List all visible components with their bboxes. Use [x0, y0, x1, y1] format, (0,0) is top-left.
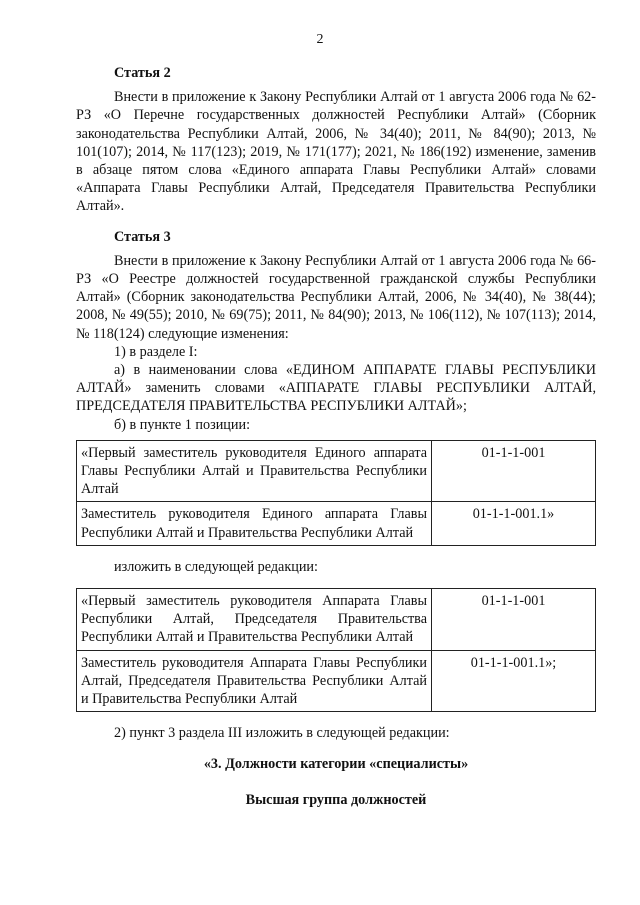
- position-name: Заместитель руководителя Аппарата Главы Республики Алтай, Председателя Правительства Республики Алтай и Правительства Республики Алтай: [77, 650, 432, 712]
- new-positions-table: [76, 588, 596, 712]
- document-body: [76, 64, 596, 809]
- article-3-heading: Статья 3: [114, 228, 171, 245]
- position-name: Заместитель руководителя Единого аппарата Главы Республики Алтай и Правительства Республики Алтай: [77, 502, 432, 545]
- article-3-intro: Внести в приложение к Закону Республики Алтай от 1 августа 2006 года № 66-РЗ «О Реестре должностей государственной гражданской службы Республики Алтай» (Сборник законодательства Республики Алтай, 2006, № 34(40), № 38(44); 2008, № 49(55); 2010, № 69(75); 2011, № 84(90); 2013, № 106(112), № 107(113); 2014, № 118(124) следующие изменения:: [76, 252, 596, 342]
- replace-text: изложить в следующей редакции:: [114, 558, 318, 575]
- table-row: [77, 650, 596, 712]
- page-number: 2: [316, 32, 324, 47]
- position-name: «Первый заместитель руководителя Аппарата Главы Республики Алтай, Председателя Правительства Республики Алтай и Правительства Республики Алтай: [77, 589, 432, 651]
- item-1b: б) в пункте 1 позиции:: [114, 416, 251, 433]
- article-2-heading: Статья 2: [114, 65, 171, 81]
- old-positions-table: [76, 440, 596, 546]
- table-row: [77, 440, 596, 502]
- position-name: «Первый заместитель руководителя Единого аппарата Главы Республики Алтай и Правительства Республики Алтай: [77, 440, 432, 502]
- position-code: 01-1-1-001: [432, 589, 596, 651]
- position-code: 01-1-1-001.1»: [432, 502, 596, 545]
- item-1: 1) в разделе I:: [114, 343, 198, 360]
- position-code: 01-1-1-001: [432, 440, 596, 502]
- position-code: 01-1-1-001.1»;: [432, 650, 596, 712]
- article-2-text: Внести в приложение к Закону Республики Алтай от 1 августа 2006 года № 62-РЗ «О Перечне государственных должностей Республики Алтай» (Сборник законодательства Республики Алтай, 2006, № 34(40); 2011, № 84(90); 2013, № 101(107); 2014, № 117(123); 2019, № 171(177); 2021, № 186(192) изменение, заменив в абзаце пятом слова «Единого аппарата Главы Республики Алтай» словами «Аппарата Главы Республики Алтай, Председателя Правительства Республики Алтай».: [76, 89, 596, 215]
- section-title: «3. Должности категории «специалисты»: [203, 755, 469, 772]
- table-row: [77, 502, 596, 545]
- item-1a: а) в наименовании слова «ЕДИНОМ АППАРАТЕ ГЛАВЫ РЕСПУБЛИКИ АЛТАЙ» заменить словами «АППАРАТЕ ГЛАВЫ РЕСПУБЛИКИ АЛТАЙ, ПРЕДСЕДАТЕЛЯ ПРАВИТЕЛЬСТВА РЕСПУБЛИКИ АЛТАЙ»;: [76, 362, 596, 415]
- table-row: [77, 589, 596, 651]
- item-2: 2) пункт 3 раздела III изложить в следующей редакции:: [114, 725, 450, 742]
- group-title: Высшая группа должностей: [245, 791, 427, 808]
